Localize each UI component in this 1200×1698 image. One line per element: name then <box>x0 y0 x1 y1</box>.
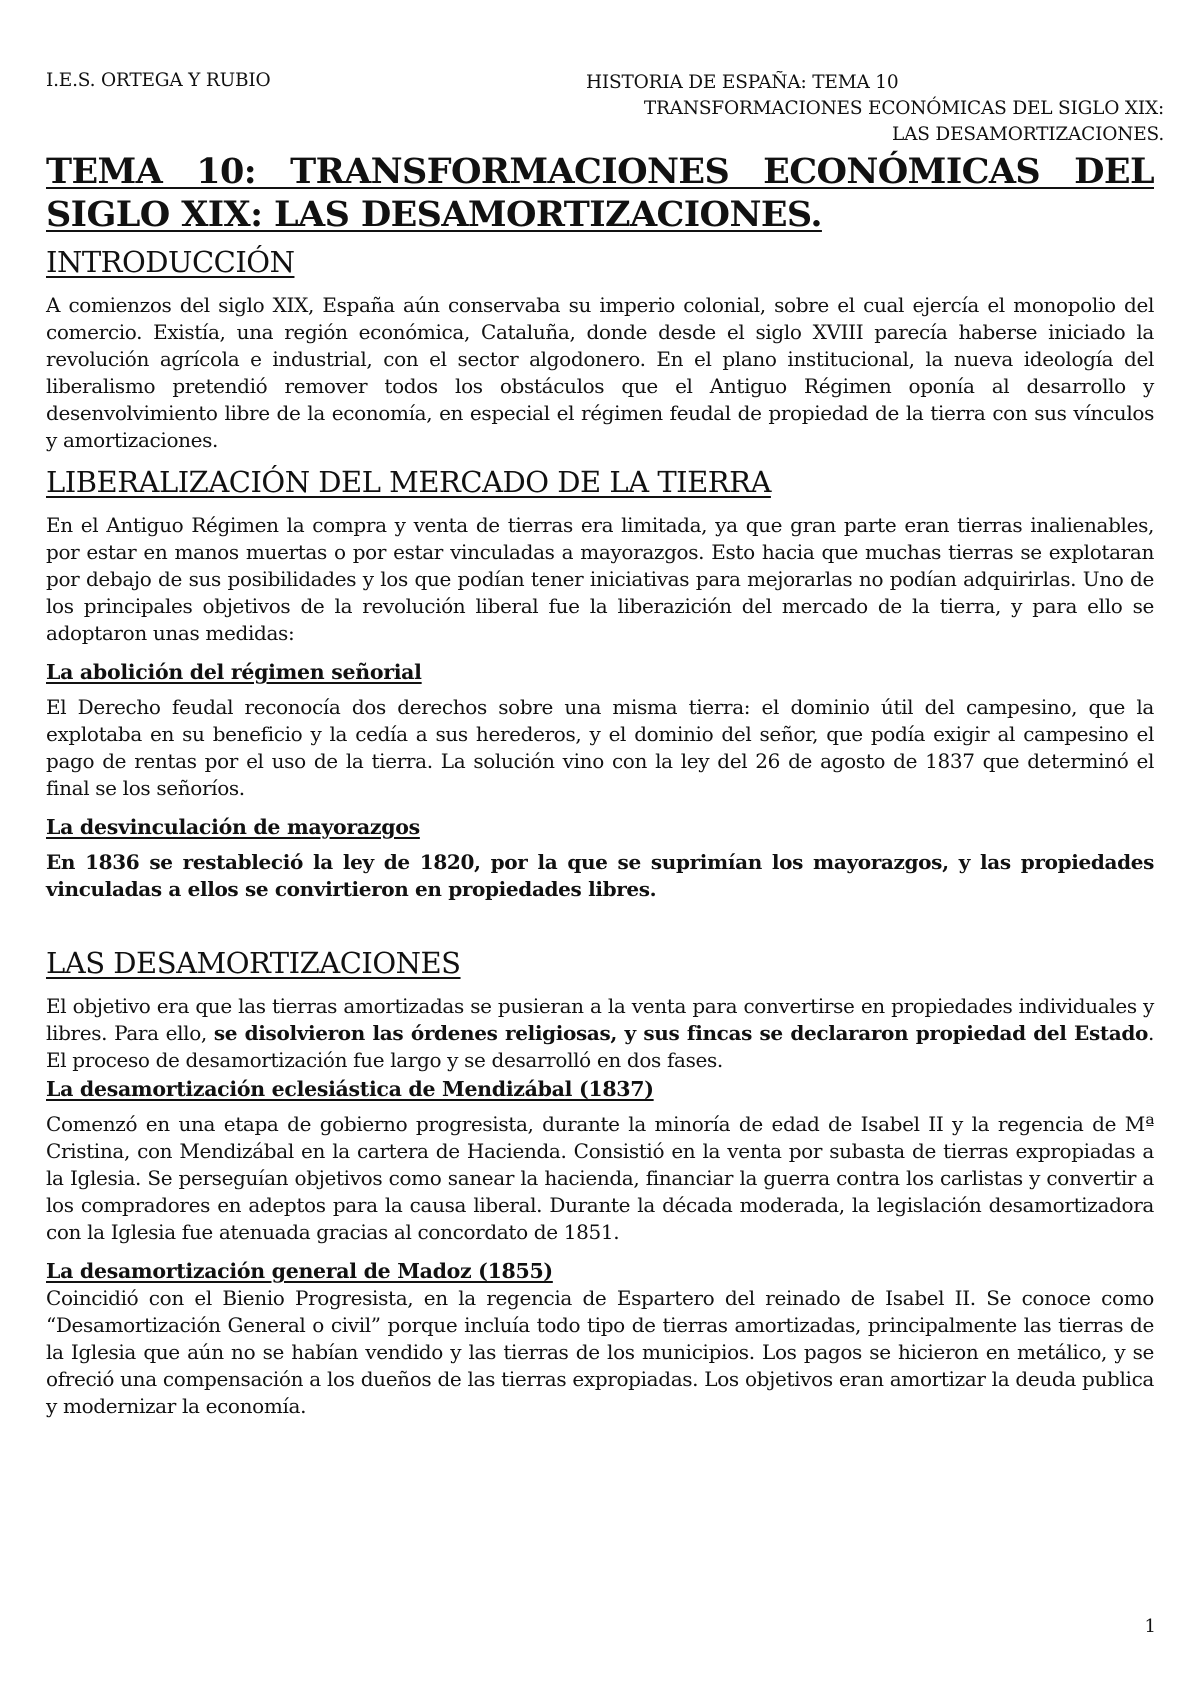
spacer <box>46 913 1154 937</box>
paragraph-abolicion: El Derecho feudal reconocía dos derechos sobre una misma tierra: el dominio útil del campesino, que la explotaba en su beneficio y la cedía a sus herederos, y el dominio del señor, que podía exigir al campesino el pago de rentas por el uso de la tierra. La solución vino con la ley del 26 de agosto de 1837 que determinó el final se los señoríos. <box>46 695 1154 800</box>
paragraph-desamortizaciones <box>46 993 1154 1074</box>
section-heading-desamortizaciones: LAS DESAMORTIZACIONES <box>46 946 461 980</box>
page-title: TEMA 10: TRANSFORMACIONES ECONÓMICAS DEL SIGLO XIX: LAS DESAMORTIZACIONES. <box>46 151 1154 235</box>
header-line-1: HISTORIA DE ESPAÑA: TEMA 10 <box>586 72 899 93</box>
subheading-abolicion: La abolición del régimen señorial <box>46 660 422 684</box>
paragraph-text-bold: se disolvieron las órdenes religiosas, y sus fincas se declararon propiedad del Estado <box>213 1021 1148 1045</box>
header-subject <box>504 70 1164 148</box>
document-body <box>46 150 1154 1430</box>
subheading-madoz: La desamortización general de Madoz (1855) <box>46 1259 553 1283</box>
header-line-2: TRANSFORMACIONES ECONÓMICAS DEL SIGLO XIX: <box>643 98 1164 119</box>
subheading-desvinculacion: La desvinculación de mayorazgos <box>46 815 420 839</box>
section-heading-introduccion: INTRODUCCIÓN <box>46 245 295 279</box>
paragraph-liberalizacion: En el Antiguo Régimen la compra y venta de tierras era limitada, ya que gran parte eran tierras inalienables, por estar en manos muertas o por estar vinculadas a mayorazgos. Esto hacia que muchas tierras se explotaran por debajo de sus posibilidades y los que podían tener iniciativas para mejorarlas no podían adquirirlas. Uno de los principales objetivos de la revolución liberal fue la liberazición del mercado de la tierra, y para ello se adoptaron unas medidas: <box>46 513 1154 645</box>
paragraph-text-end: . El proceso de desamortización fue largo y se desarrolló en dos fases. <box>46 1021 1155 1072</box>
subheading-mendizabal: La desamortización eclesiástica de Mendizábal (1837) <box>46 1077 654 1101</box>
section-heading-liberalizacion: LIBERALIZACIÓN DEL MERCADO DE LA TIERRA <box>46 465 771 499</box>
header-school: I.E.S. ORTEGA Y RUBIO <box>46 70 271 91</box>
header-line-3: LAS DESAMORTIZACIONES. <box>892 124 1164 145</box>
paragraph-desvinculacion: En 1836 se restableció la ley de 1820, por la que se suprimían los mayorazgos, y las propiedades vinculadas a ellos se convirtieron en propiedades libres. <box>46 850 1154 901</box>
page-number: 1 <box>1144 1616 1156 1637</box>
paragraph-text-start: El objetivo era que las tierras amortizadas se pusieran a la venta para convertirse en propiedades individuales y libres. Para ello, <box>46 994 1154 1045</box>
paragraph-madoz: Coincidió con el Bienio Progresista, en la regencia de Espartero del reinado de Isabel II. Se conoce como “Desamortización General o civil” porque incluía todo tipo de tierras amortizadas, principalmente las tierras de la Iglesia que aún no se habían vendido y las tierras de los municipios. Los pagos se hicieron en metálico, y se ofreció una compensación a los dueños de las tierras expropiadas. Los objetivos eran amortizar la deuda publica y modernizar la economía. <box>46 1286 1154 1418</box>
paragraph-mendizabal: Comenzó en una etapa de gobierno progresista, durante la minoría de edad de Isabel II y la regencia de Mª Cristina, con Mendizábal en la cartera de Hacienda. Consistió en la venta por subasta de tierras expropiadas a la Iglesia. Se perseguían objetivos como sanear la hacienda, financiar la guerra contra los carlistas y convertir a los compradores en adeptos para la causa liberal. Durante la década moderada, la legislación desamortizadora con la Iglesia fue atenuada gracias al concordato de 1851. <box>46 1112 1154 1244</box>
paragraph-introduccion: A comienzos del siglo XIX, España aún conservaba su imperio colonial, sobre el cual ejercía el monopolio del comercio. Existía, una región económica, Cataluña, donde desde el siglo XVIII parecía haberse iniciado la revolución agrícola e industrial, con el sector algodonero. En el plano institucional, la nueva ideología del liberalismo pretendió remover todos los obstáculos que el Antiguo Régimen oponía al desarrollo y desenvolvimiento libre de la economía, en especial el régimen feudal de propiedad de la tierra con sus vínculos y amortizaciones. <box>46 293 1154 452</box>
